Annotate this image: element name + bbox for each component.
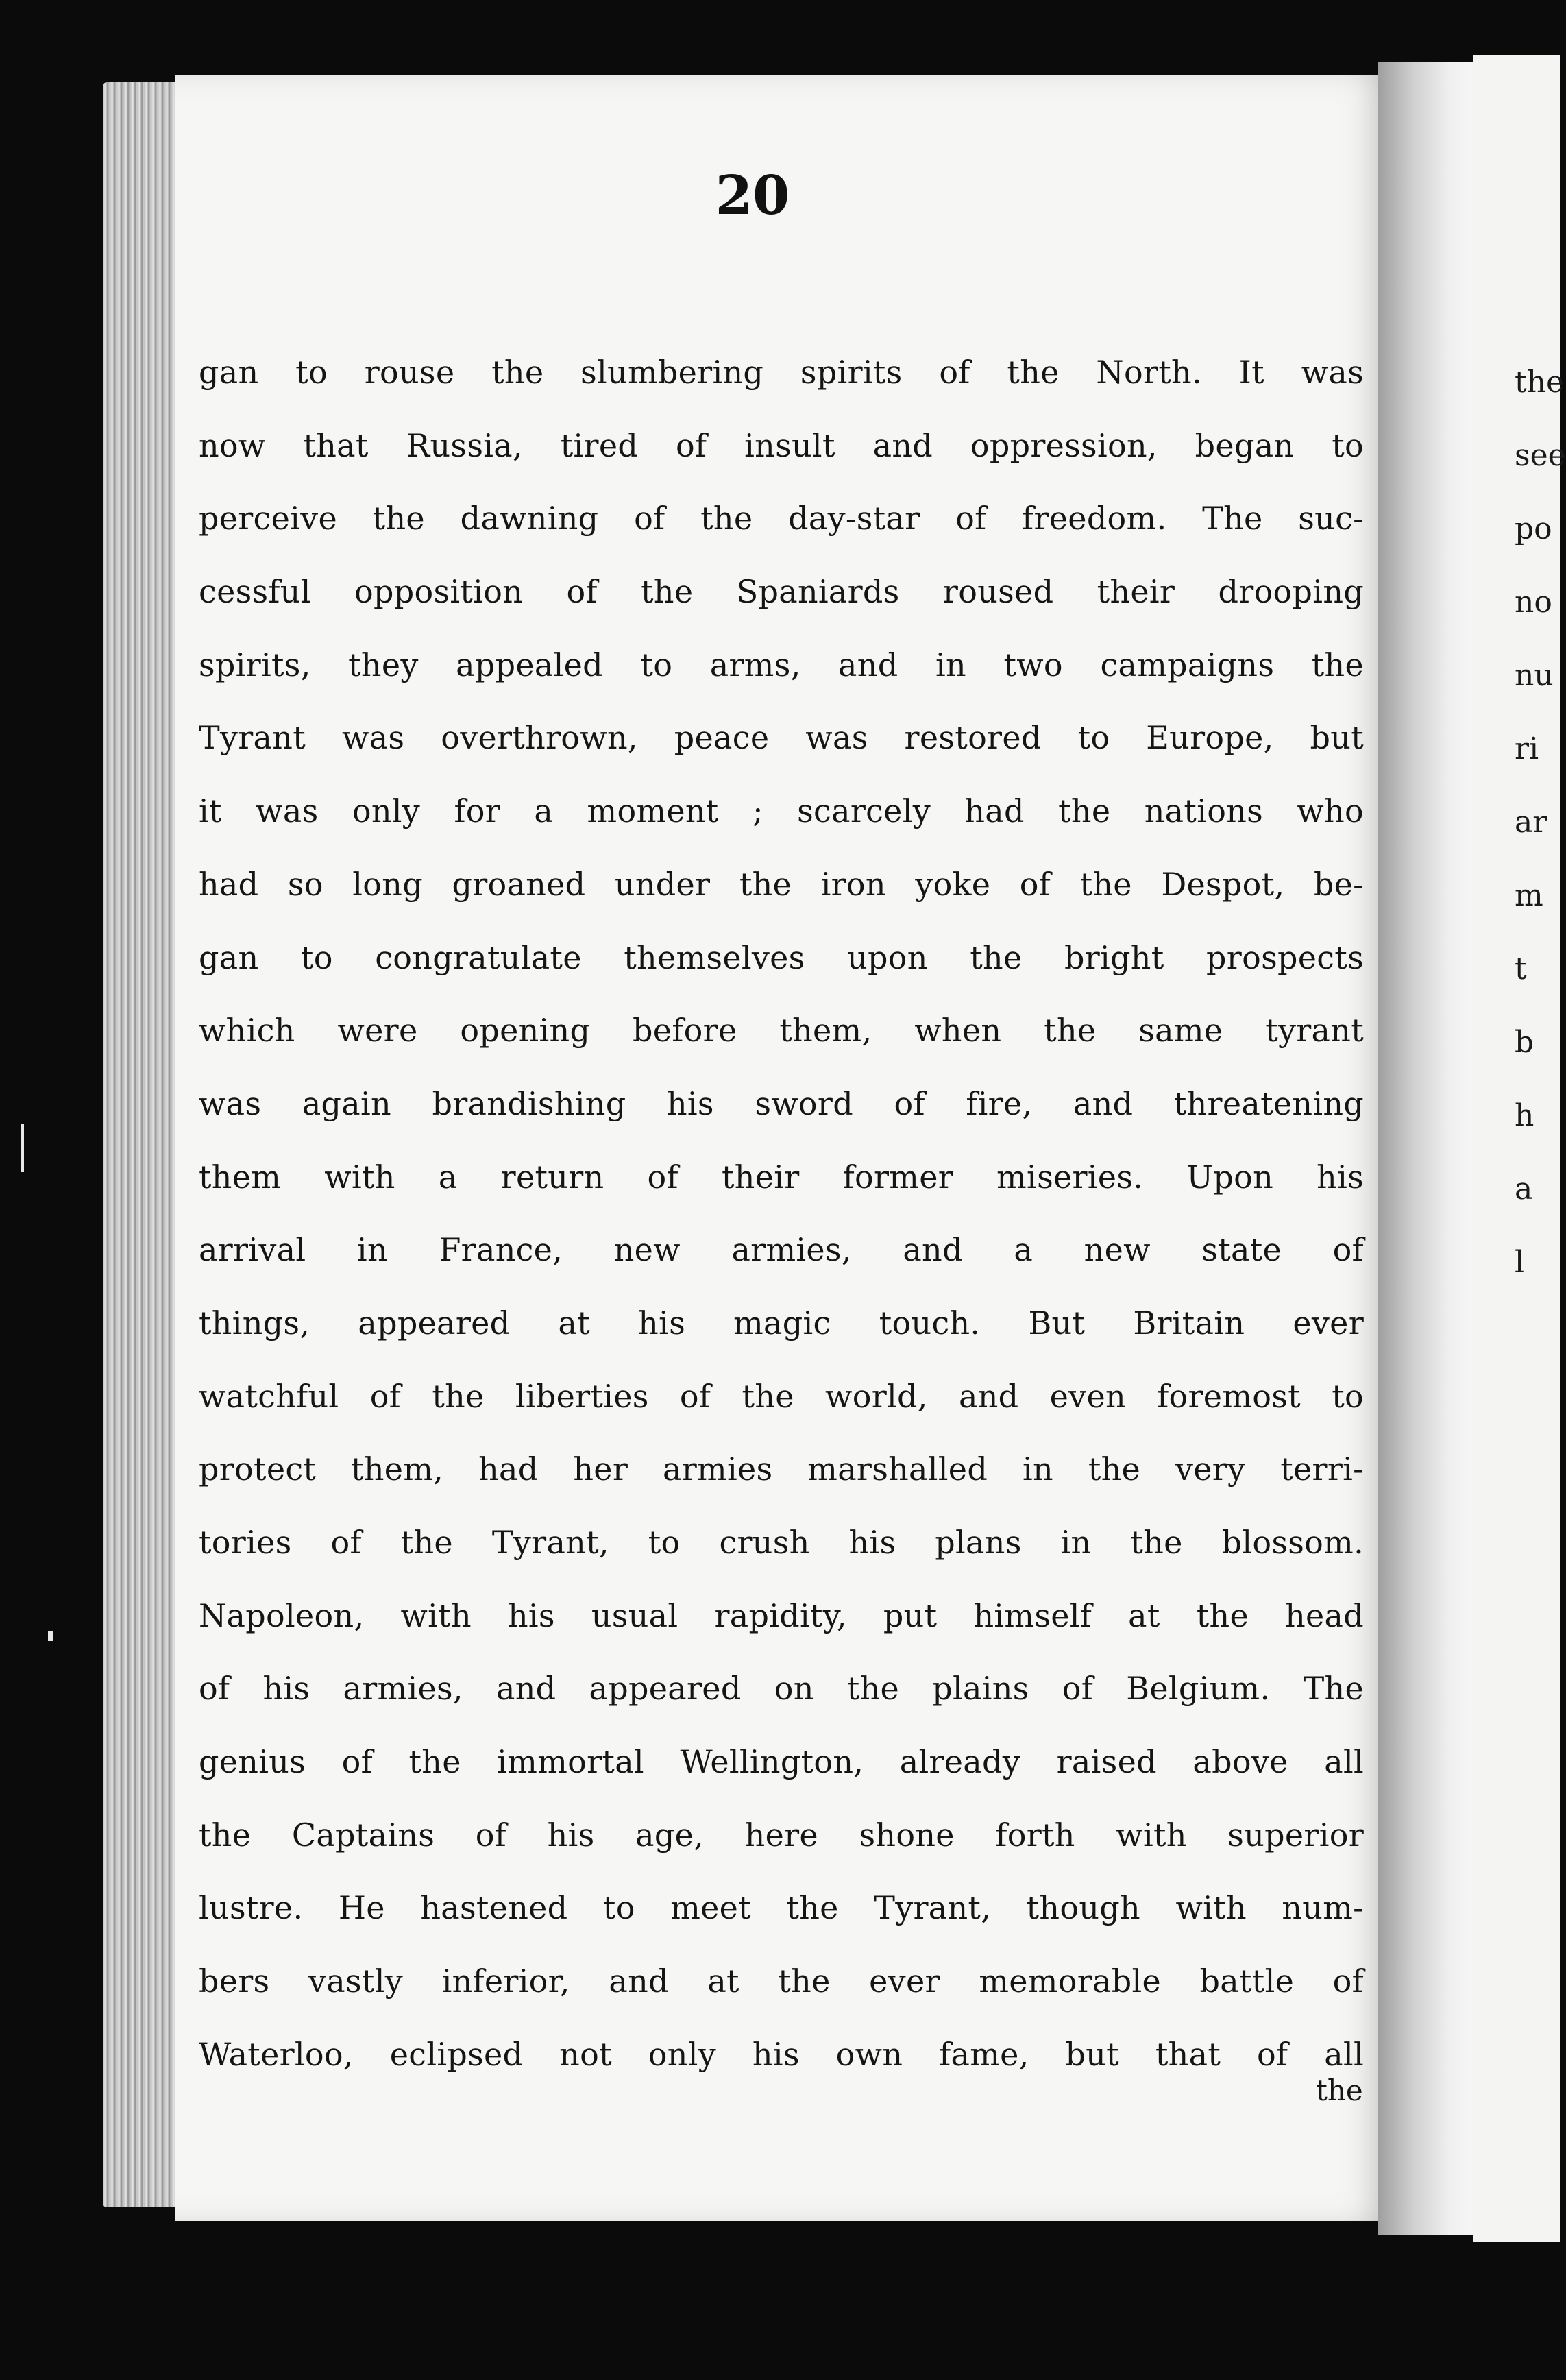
next-page-word: m [1515,878,1543,913]
text-line: them with a return of their former miseries. Upon his [199,1158,1364,1195]
next-page-word: ri [1515,731,1539,766]
text-line: had so long groaned under the iron yoke of the Despot, be- [199,865,1364,903]
next-page-word: ar [1515,805,1547,840]
next-page-word: l [1515,1245,1525,1280]
next-page-word: h [1515,1098,1534,1133]
text-line: cessful opposition of the Spaniards roused their drooping [199,573,1364,611]
text-line: things, appeared at his magic touch. But Britain ever [199,1304,1364,1341]
text-line: gan to rouse the slumbering spirits of the North. It was [199,354,1364,391]
text-line: Napoleon, with his usual rapidity, put himself at the head [199,1596,1364,1634]
text-line: tories of the Tyrant, to crush his plans in the blossom. [199,1524,1364,1561]
scan-artifact [48,1631,53,1641]
text-line: arrival in France, new armies, and a new state of [199,1231,1364,1269]
text-line: perceive the dawning of the day-star of freedom. The suc- [199,500,1364,537]
text-line: spirits, they appealed to arms, and in two campaigns the [199,646,1364,683]
text-line: which were opening before them, when the same tyrant [199,1012,1364,1049]
text-line: gan to congratulate themselves upon the bright prospects [199,938,1364,976]
text-line: the Captains of his age, here shone forth with superior [199,1816,1364,1854]
text-line: bers vastly inferior, and at the ever memorable battle of [199,1963,1364,2000]
book-gutter [1378,62,1480,2235]
next-page-word: the [1515,365,1565,400]
text-line: genius of the immortal Wellington, already raised above all [199,1743,1364,1781]
next-page-word: see [1515,438,1566,473]
next-page-word: nu [1515,658,1554,693]
text-line: watchful of the liberties of the world, and even foremost to [199,1377,1364,1415]
text-line: was again brandishing his sword of fire, and threatening [199,1084,1364,1122]
body-text [199,336,1364,2091]
text-line: Waterloo, eclipsed not only his own fame, but that of all [199,2035,1364,2073]
text-line: protect them, had her armies marshalled in the very terri- [199,1450,1364,1488]
text-line: lustre. He hastened to meet the Tyrant, though with num- [199,1889,1364,1927]
text-line: Tyrant was overthrown, peace was restored to Europe, but [199,719,1364,757]
scan-artifact [21,1124,24,1172]
next-page-word: a [1515,1171,1533,1206]
page-number: 20 [715,165,790,227]
catchword: the [1316,2074,1363,2107]
next-page-word: po [1515,511,1552,546]
text-line: now that Russia, tired of insult and oppression, began to [199,426,1364,464]
next-page-word: t [1515,951,1527,986]
next-page-fragment [1473,55,1566,2242]
text-line: of his armies, and appeared on the plains of Belgium. The [199,1670,1364,1708]
next-page-word: no [1515,585,1552,620]
text-line: it was only for a moment ; scarcely had the nations who [199,792,1364,830]
next-page-word: b [1515,1025,1534,1060]
